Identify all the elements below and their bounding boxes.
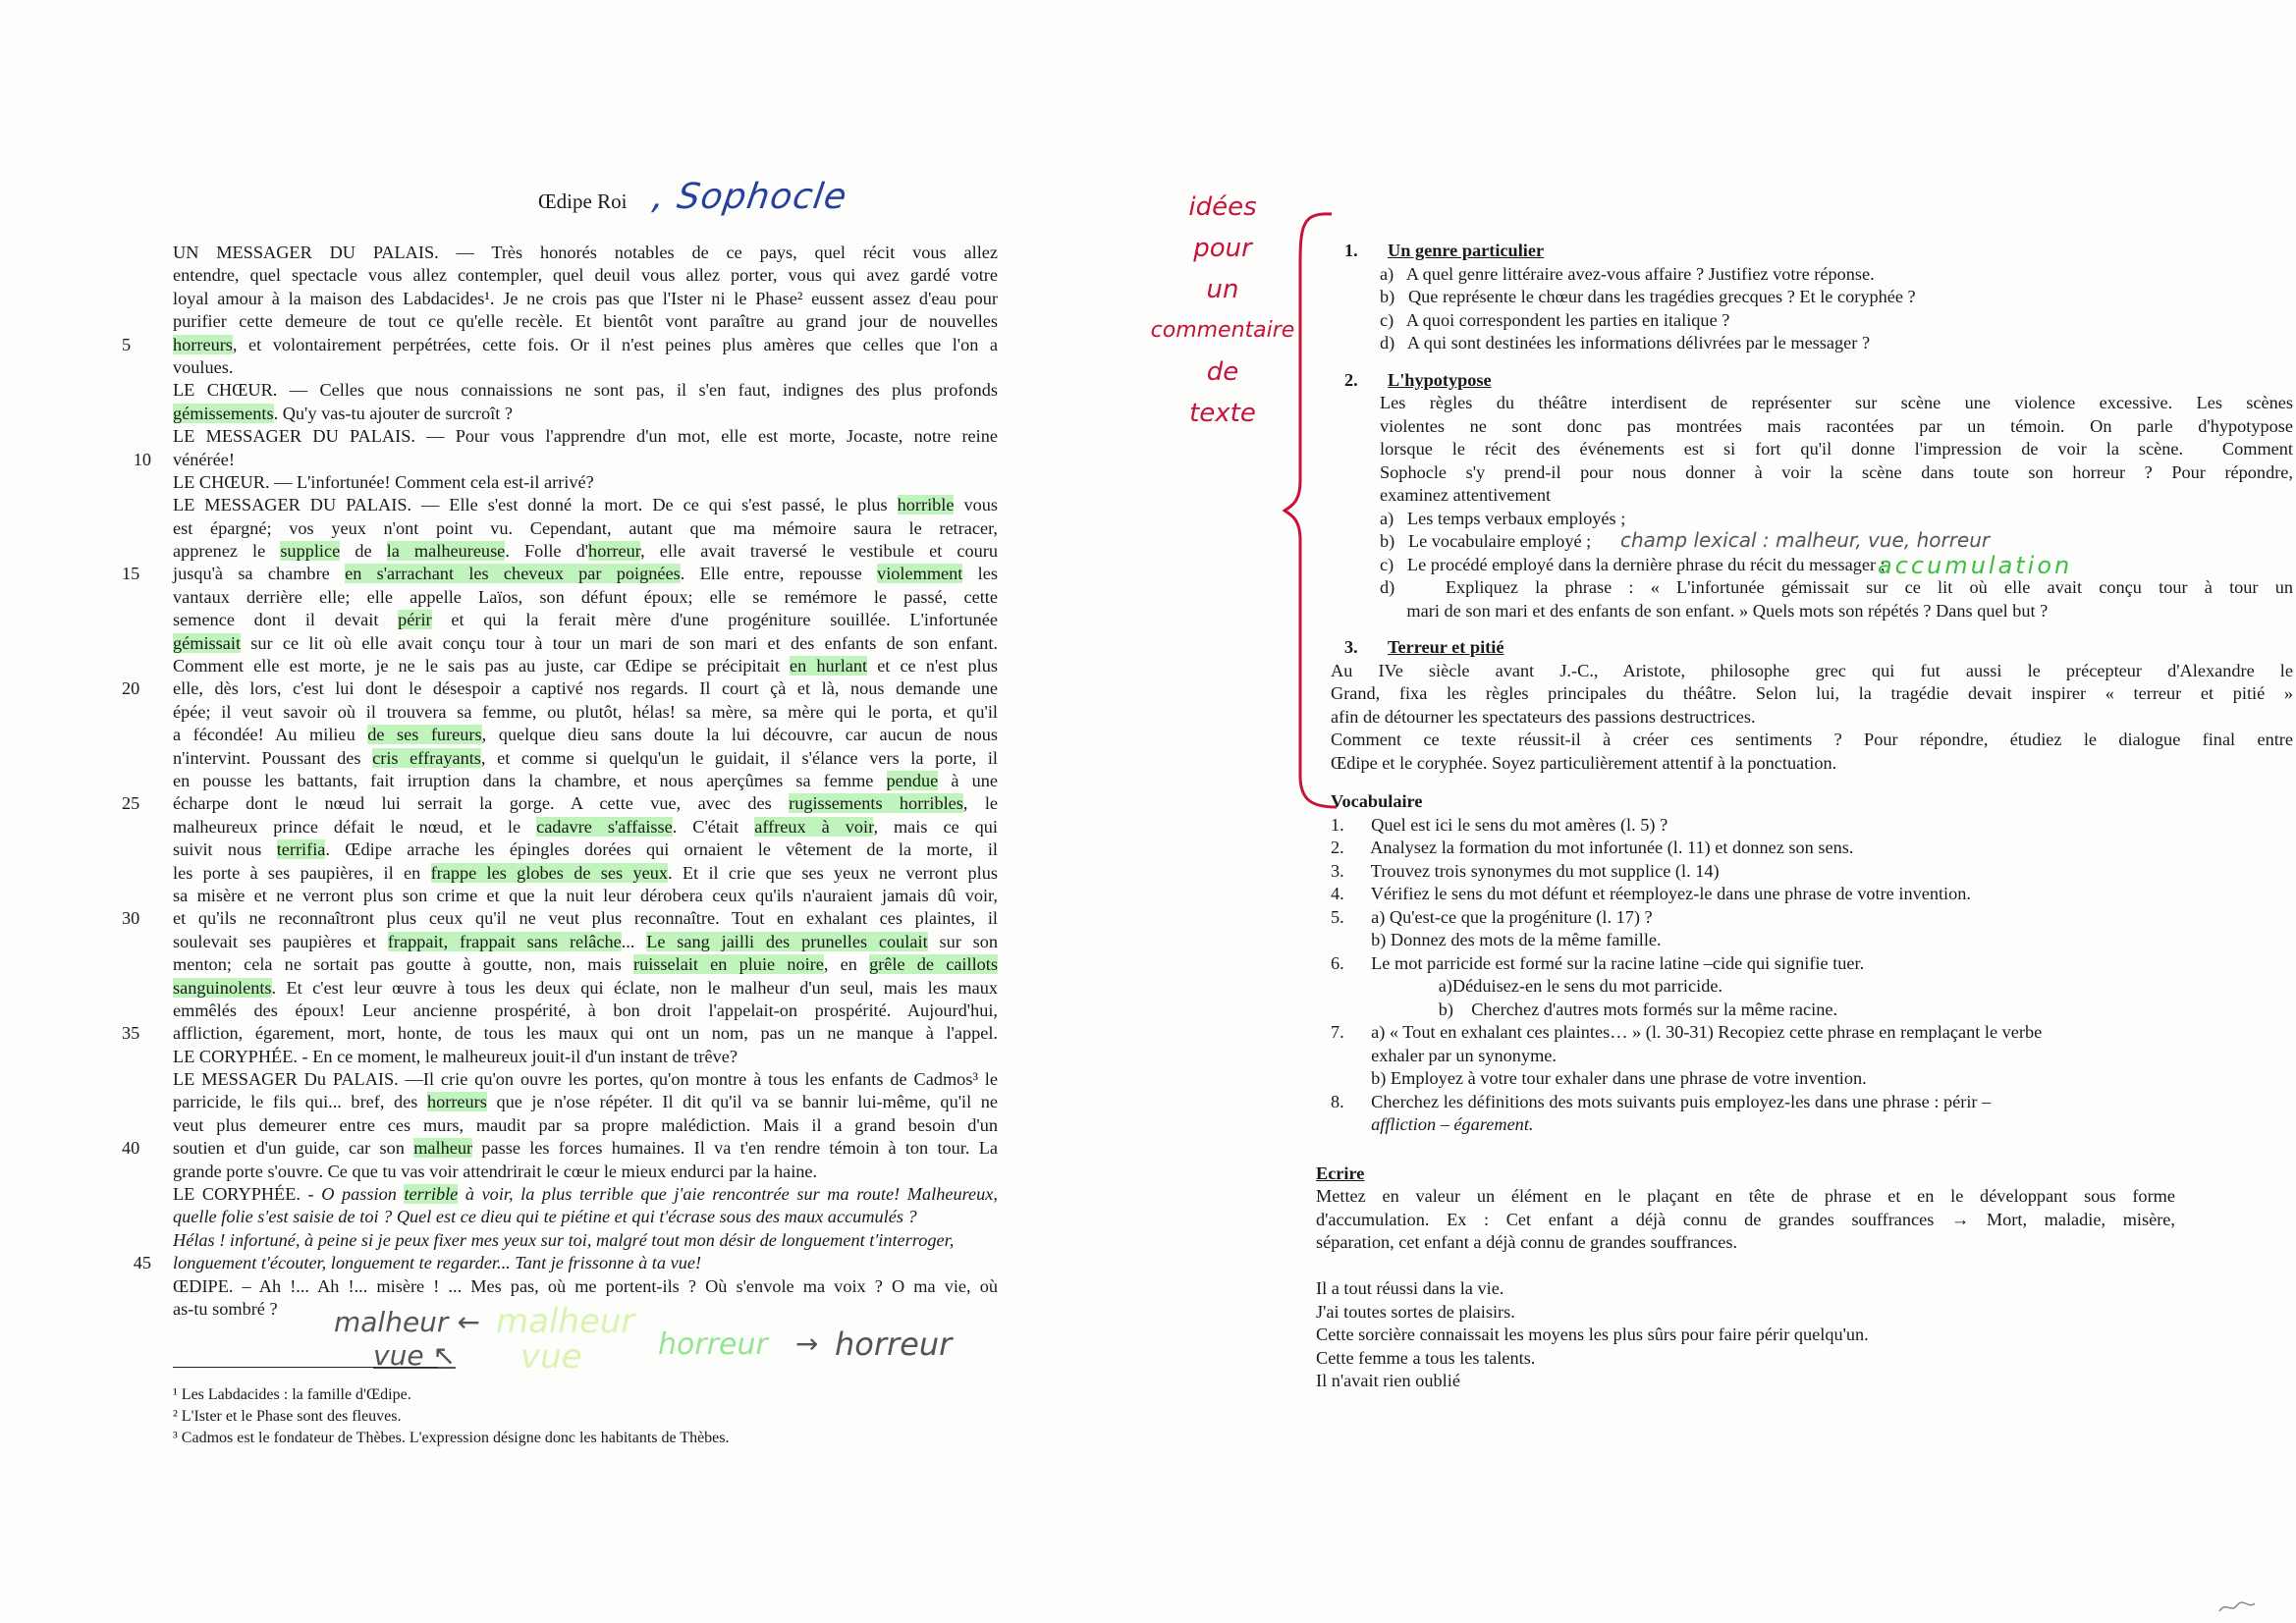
exercise-line: Il n'avait rien oublié [1316, 1371, 1460, 1390]
text-line [122, 334, 998, 356]
exercise-line: J'ai toutes sortes de plaisirs. [1316, 1301, 1515, 1322]
text-line [173, 953, 998, 976]
page-title: Œdipe Roi [538, 189, 628, 213]
text-line [122, 677, 998, 700]
highlighted-phrase: Le sang jailli des prunelles coulait [646, 931, 928, 951]
text-line [173, 724, 998, 746]
question-line: Sophocle s'y prend-il pour nous donner à voir la scène dans toute son horreur ? Pour répondre, [1380, 461, 2293, 482]
text-line [122, 1137, 998, 1160]
line-number: 10 [133, 449, 151, 469]
text-segment: UN MESSAGER DU PALAIS. — Très honorés notables de ce pays, quel récit vous allez [173, 243, 998, 262]
line-number: 30 [122, 908, 140, 929]
text-line [173, 242, 998, 264]
question-line: lorsque le récit des événements est si fort qu'il donne l'impression de voir la scène. Comment [1380, 439, 2293, 459]
line-number: 40 [122, 1138, 140, 1159]
text-segment: semence dont il devait [173, 610, 399, 630]
text-segment: à voir, la plus terrible que j'aie rencontrée sur ma route! Malheureux, [458, 1184, 998, 1205]
line-number: 45 [133, 1253, 151, 1273]
questions [1316, 240, 2293, 1393]
note-vue-green: vue [520, 1337, 582, 1377]
text-segment: , elle avait traversé le vestibule et couru [640, 541, 998, 562]
text-segment: . Œdipe arrache les épingles dorées qui ornaient le vêtement de la morte, il [325, 839, 999, 860]
handwritten-accumulation: accumulation [1878, 552, 2073, 579]
text-line [173, 632, 998, 655]
text-line [173, 1229, 998, 1252]
handwritten-author: , Sophocle [650, 177, 850, 217]
text-segment: LE CORYPHÉE. - [173, 1184, 322, 1205]
text-segment: en pousse les battants, fait irruption dans la chambre, et nous aperçûmes sa femme [173, 770, 887, 790]
text-segment: menton; cela ne sortait pas goutte à goutte, non, mais [173, 954, 633, 975]
vocab-line: b) Donnez des mots de la même famille. [1331, 930, 1662, 949]
highlighted-phrase: en s'arrachant les cheveux par poignées [345, 564, 681, 584]
left-page [0, 0, 1139, 1623]
text-segment: à une [938, 770, 998, 790]
note-malheur-green: malheur [496, 1302, 635, 1341]
highlighted-phrase: frappe les globes de ses yeux [430, 862, 668, 883]
note-vue: vue ↖ [373, 1339, 456, 1372]
note-horreur-green: horreur [658, 1327, 768, 1362]
question-line: a) A quel genre littéraire avez-vous affaire ? Justifiez votre réponse. [1380, 263, 1875, 284]
text-segment: LE CHŒUR. — Celles que nous connaissions ne sont pas, il s'en faut, indignes des plus profonds [173, 380, 998, 401]
highlighted-phrase: sanguinolents [173, 977, 272, 998]
text-segment: et qui la ferait mère d'une progéniture souillée. L'infortunée [431, 610, 998, 630]
text-line [173, 885, 998, 907]
text-line [173, 1046, 998, 1068]
text-segment: apprenez le [173, 541, 281, 562]
highlighted-phrase: violemment [877, 564, 963, 584]
highlighted-phrase: grêle de caillots [869, 954, 998, 975]
text-segment: Hélas ! infortuné, à peine si je peux fixer mes yeux sur toi, malgré tout mon désir de longuement t'interroger, [173, 1229, 955, 1250]
section-number: 1. [1344, 241, 1358, 260]
vocab-title: Vocabulaire [1331, 791, 1423, 811]
question-line: d) A qui sont destinées les informations délivrées par le messager ? [1380, 333, 1871, 352]
text-segment: LE MESSAGER DU PALAIS. — Pour vous l'apprendre d'un mot, elle est morte, Jocaste, notre reine [173, 426, 998, 447]
question-line: b) Que représente le chœur dans les tragédies grecques ? Et le coryphée ? [1380, 287, 1916, 306]
text-line [173, 816, 998, 839]
text-segment: LE MESSAGER Du PALAIS. —Il crie qu'on ouvre les portes, qu'on montre à tous les enfants de Cadmos³ le [173, 1069, 998, 1090]
text-segment: vantaux derrière elle; elle appelle Laïos, son défunt époux; elle se remémore le passé, cette [173, 586, 998, 607]
text-segment: vous [954, 495, 998, 515]
highlighted-phrase: périr [398, 610, 432, 630]
text-segment: jusqu'à sa chambre [173, 564, 346, 584]
margin-note-line: idées [1188, 192, 1257, 222]
footnote-1: ¹ Les Labdacides : la famille d'Œdipe. [173, 1386, 411, 1403]
highlighted-phrase: horrible [897, 495, 955, 515]
text-segment: , en [823, 954, 870, 975]
text-line [173, 288, 998, 310]
question-line: a) Les temps verbaux employés ; [1380, 508, 1626, 528]
line-number: 35 [122, 1023, 140, 1044]
text-segment: . C'était [672, 816, 755, 837]
text-line [173, 770, 998, 792]
text-segment: , le [962, 793, 999, 814]
text-segment: as-tu sombré ? [173, 1298, 278, 1319]
highlighted-phrase: horreur [588, 541, 641, 562]
vocab-line: b) Employez à votre tour exhaler dans une phrase de votre invention. [1331, 1068, 1867, 1088]
text-segment: parricide, le fils qui... bref, des [173, 1092, 427, 1112]
text-segment: , et volontairement perpétrées, cette fois. Or il n'est peines plus amères que celles que l'on a [232, 334, 998, 354]
highlighted-phrase: horreurs [426, 1092, 487, 1112]
question-line: d) Expliquez la phrase : « L'infortunée gémissait sur ce lit où elle avait conçu tour à tour un [1380, 577, 2293, 597]
text-line [173, 540, 998, 563]
highlighted-phrase: terrifia [276, 839, 326, 860]
text-segment: a fécondée! Au milieu [173, 725, 368, 745]
text-segment: passe les forces humaines. Il va t'en rendre témoin à ton tour. La [472, 1138, 998, 1159]
text-segment: épée; il veut savoir où il trouvera sa femme, ou plutôt, hélas! sa mère, sa mère qui le porta, et qu'il [173, 701, 998, 722]
play-excerpt [122, 242, 999, 1321]
text-line [122, 792, 999, 815]
vocab-line: affliction – égarement. [1331, 1114, 1534, 1134]
highlighted-phrase: terrible [404, 1184, 459, 1205]
handwritten-notes [334, 1302, 1080, 1384]
text-segment: que je n'ose répéter. Il dit qu'il va se bannir lui-même, qu'il ne [486, 1092, 998, 1112]
text-segment: veut plus demeurer entre ces murs, maudit par sa propre malédiction. Mais il a grand besoin d'un [173, 1114, 998, 1135]
text-segment: soutien et d'un guide, car son [173, 1138, 414, 1159]
text-segment: de [340, 541, 387, 562]
text-segment: malheureux prince défait le nœud, et le [173, 816, 537, 837]
ecrire-title: Ecrire [1316, 1163, 1365, 1183]
text-line [173, 471, 998, 494]
text-line [173, 977, 998, 1000]
exercise-line: Il a tout réussi dans la vie. [1316, 1278, 1504, 1298]
text-line [173, 839, 998, 861]
spacer [1331, 1255, 2293, 1278]
text-segment: LE CORYPHÉE. - En ce moment, le malheureux jouit-il d'un instant de trêve? [173, 1046, 738, 1066]
text-segment: elle, dès lors, c'est lui dont le désespoir a captivé nos regards. Il court çà et là, nous demande une [173, 678, 998, 699]
text-segment: sa misère et ne verront plus son crime et que la nuit leur dérobera ceux qu'ils n'auraient jamais dû voir, [173, 885, 998, 905]
text-segment: . Elle entre, repousse [680, 564, 878, 584]
question-line: c) Le procédé employé dans la dernière phrase du récit du messager ; [1380, 554, 1886, 574]
footnotes [173, 1384, 860, 1449]
text-line [173, 609, 998, 631]
section-number: 2. [1344, 369, 1358, 390]
text-segment: O passion [321, 1184, 405, 1205]
text-segment: voulues. [173, 356, 234, 377]
text-segment: . Et il crie que ses yeux ne verront plus [668, 862, 998, 883]
question-line: Les règles du théâtre interdisent de représenter sur scène une violence excessive. Les scènes [1380, 393, 2293, 412]
highlighted-phrase: horreurs [173, 334, 233, 354]
vocab-line: 1. Quel est ici le sens du mot amères (l. 5) ? [1331, 814, 1668, 835]
text-segment: . Folle d' [505, 541, 589, 562]
text-segment: , quelque dieu sans doute la lui découvre, car aucun de nous [481, 725, 998, 745]
text-line [173, 1206, 998, 1228]
highlighted-phrase: gémissait [173, 632, 242, 653]
text-line [173, 1091, 998, 1113]
section-title: Terreur et pitié [1388, 637, 1504, 657]
highlighted-phrase: cris effrayants [372, 747, 481, 768]
highlighted-phrase: cadavre s'affaisse [536, 816, 673, 837]
text-segment: est épargné; vos yeux n'ont point vu. Cependant, autant que ma mémoire saura le retracer, [173, 517, 998, 538]
text-line [122, 907, 998, 930]
text-line [173, 356, 998, 379]
text-segment: LE MESSAGER DU PALAIS. — Elle s'est donné la mort. De ce qui s'est passé, le plus [173, 495, 898, 515]
text-segment: . Qu'y vas-tu ajouter de surcroît ? [273, 403, 513, 423]
text-line [133, 1252, 998, 1274]
highlighted-phrase: malheur [413, 1138, 473, 1159]
section-number: 3. [1344, 637, 1358, 657]
highlighted-phrase: affreux à voir [754, 816, 874, 837]
text-line [173, 1275, 998, 1298]
vocab-line: 7. a) « Tout en exhalant ces plaintes… » (l. 30-31) Recopiez cette phrase en remplaçant le verbe [1331, 1022, 2043, 1042]
note-arrow: → [795, 1327, 819, 1360]
text-segment: quelle folie s'est saisie de toi ? Quel est ce dieu qui te piétine et qui t'écrase sous des maux accumulés ? [173, 1207, 917, 1227]
question-line: mari de son mari et des enfants de son enfant. » Quels mots son répétés ? Dans quel but ? [1380, 600, 2049, 621]
text-line [173, 379, 998, 402]
highlighted-phrase: rugissements horribles [789, 793, 963, 814]
footnote-rule [173, 1367, 438, 1368]
question-line: c) A quoi correspondent les parties en italique ? [1380, 309, 1730, 330]
note-malheur: malheur ← [334, 1306, 480, 1338]
line-number: 20 [122, 678, 140, 699]
scribble-mark [2217, 1599, 2257, 1615]
text-segment: , mais ce qui [873, 816, 999, 837]
vocab-line: b) Cherchez d'autres mots formés sur la même racine. [1331, 999, 1838, 1019]
text-segment: longuement t'écouter, longuement te regarder... Tant je frissonne à ta vue! [173, 1253, 702, 1273]
text-segment: sur son [927, 931, 998, 951]
text-segment: , et comme si quelqu'un le guidait, il s'élance vers la porte, il [480, 747, 999, 768]
section-title: L'hypotypose [1388, 369, 1492, 390]
text-line [173, 425, 998, 448]
margin-note-line: commentaire [1150, 318, 1295, 343]
highlighted-phrase: de ses fureurs [367, 725, 482, 745]
text-line [133, 449, 998, 471]
margin-note-line: texte [1189, 399, 1256, 428]
vocab-line: 3. Trouvez trois synonymes du mot supplice (l. 14) [1331, 860, 1720, 881]
text-segment: ... [621, 931, 647, 951]
text-segment: soulevait ses paupières et [173, 931, 388, 951]
text-line [173, 1161, 998, 1183]
section-heading [1331, 240, 2293, 263]
question-line: Grand, fixa les règles principales du théâtre. Selon lui, la tragédie devait inspirer « terreur et pitié » [1331, 683, 2293, 703]
text-line [173, 264, 998, 287]
text-segment: entendre, quel spectacle vous allez contempler, quel deuil vous allez porter, vous qui avez gardé votre [173, 265, 998, 286]
text-segment: purifier cette demeure de tout ce qu'elle recèle. Et bientôt vont paraître au grand jour de nouvelles [173, 311, 998, 332]
section-title: Un genre particulier [1388, 241, 1545, 260]
question-line: examinez attentivement [1380, 485, 1552, 505]
text-line [173, 403, 998, 425]
text-line [173, 494, 998, 516]
vocab-line: 8. Cherchez les définitions des mots suivants puis employez-les dans une phrase : périr – [1331, 1091, 1992, 1111]
exercise-line: Cette femme a tous les talents. [1316, 1347, 1536, 1368]
section-heading [1331, 636, 2293, 660]
text-segment: n'intervint. Poussant des [173, 747, 373, 768]
text-line [173, 655, 998, 677]
text-segment: ŒDIPE. – Ah !... Ah !... misère ! ... Mes pas, où me portent-ils ? Où s'envole ma voix ? O ma vie, où [173, 1275, 998, 1296]
text-line [173, 931, 998, 953]
highlighted-phrase: frappait, frappait sans relâche [387, 931, 622, 951]
line-number: 25 [122, 793, 140, 814]
margin-note [1139, 187, 1306, 434]
vocab-line: 5. a) Qu'est-ce que la progéniture (l. 17) ? [1331, 906, 1653, 927]
highlighted-phrase: en hurlant [790, 656, 868, 676]
text-segment: . Et c'est leur œuvre à tous les deux qui éclate, non le malheur d'un seul, mais les maux [271, 977, 998, 998]
vocab-line: exhaler par un synonyme. [1331, 1045, 1557, 1065]
handwritten-champ-lexical: champ lexical : malheur, vue, horreur [1620, 528, 1991, 552]
ecrire-line: séparation, cet enfant a déjà connu de grandes souffrances. [1316, 1232, 1738, 1252]
margin-note-line: un [1206, 275, 1239, 304]
ecrire-line: d'accumulation. Ex : Cet enfant a déjà connu de grandes souffrances → Mort, maladie, misère, [1316, 1209, 2175, 1229]
footnote-3: ³ Cadmos est le fondateur de Thèbes. L'expression désigne donc les habitants de Thèbes. [173, 1430, 730, 1446]
question-line: Comment ce texte réussit-il à créer ces sentiments ? Pour répondre, étudiez le dialogue final entre [1331, 730, 2293, 749]
margin-note-line: de [1206, 357, 1239, 387]
question-line: Œdipe et le coryphée. Soyez particulièrement attentif à la ponctuation. [1331, 752, 1837, 773]
text-segment: loyal amour à la maison des Labdacides¹. Je ne crois pas que l'Ister ni le Phase² eussent assez d'eau pour [173, 288, 998, 308]
ecrire-line: Mettez en valeur un élément en le plaçant en tête de phrase et en le développant sous forme [1316, 1186, 2175, 1206]
text-line [173, 1114, 998, 1137]
text-segment: LE CHŒUR. — L'infortunée! Comment cela est-il arrivé? [173, 471, 594, 492]
text-segment: suivit nous [173, 839, 277, 860]
highlighted-phrase: supplice [280, 541, 341, 562]
vocab-line: 6. Le mot parricide est formé sur la racine latine –cide qui signifie tuer. [1331, 952, 1865, 973]
vocab-line: a)Déduisez-en le sens du mot parricide. [1331, 976, 1723, 996]
right-page [1139, 0, 2296, 1623]
text-segment: les porte à ses paupières, il en [173, 862, 431, 883]
text-segment: et qu'ils ne reconnaîtront plus ceux qu'il ne veut plus reconnaître. Tout en exhalant ces plaintes, il [173, 908, 998, 929]
text-line [173, 862, 998, 885]
vocab-line: 2. Analysez la formation du mot infortunée (l. 11) et donnez son sens. [1331, 838, 1854, 857]
highlighted-phrase: la malheureuse [386, 541, 506, 562]
section-heading [1331, 369, 2293, 393]
text-segment: et ce n'est plus [867, 656, 999, 676]
text-line [173, 517, 998, 540]
line-number: 15 [122, 564, 140, 584]
text-segment: affliction, égarement, mort, honte, de tous les maux qui ont un nom, pas un ne manque à l'appel. [173, 1023, 998, 1044]
vocab-line: 4. Vérifiez le sens du mot défunt et réemployez-le dans une phrase de votre invention. [1331, 884, 1971, 903]
question-line: violentes ne sont donc pas montrées mais racontées par un témoin. On parle d'hypotypose [1380, 415, 2293, 436]
text-segment: écharpe dont le nœud lui serrait la gorge. A cette vue, avec des [173, 793, 790, 814]
margin-note-line: pour [1193, 234, 1252, 263]
text-segment: grande porte s'ouvre. Ce que tu vas voir attendrirait le cœur le mieux endurci par la haine. [173, 1161, 818, 1181]
text-line [173, 586, 998, 609]
text-line [122, 1022, 998, 1045]
footnote-2: ² L'Ister et le Phase sont des fleuves. [173, 1408, 402, 1425]
highlighted-phrase: gémissements [173, 403, 274, 423]
text-segment: les [962, 564, 998, 584]
text-line [173, 1068, 998, 1091]
text-segment: sur ce lit où elle avait conçu tour à tour un mari de son mari et des enfants de son enfant. [241, 632, 998, 653]
highlighted-phrase: ruisselait en pluie noire [632, 954, 824, 975]
note-horreur: horreur [835, 1325, 953, 1363]
question-line: Au IVe siècle avant J.-C., Aristote, philosophe grec qui fut aussi le précepteur d'Alexandre le [1331, 660, 2293, 680]
text-line [173, 310, 998, 333]
question-line: b) Le vocabulaire employé ; [1380, 531, 1592, 551]
question-line: afin de détourner les spectateurs des passions destructrices. [1331, 706, 1756, 727]
text-segment: vénérée! [173, 449, 235, 469]
text-line [173, 1183, 998, 1206]
line-number: 5 [122, 334, 132, 354]
text-line [122, 563, 998, 585]
text-segment: emmêlés des époux! Leur ancienne prospérité, à bon droit l'appelait-on prospérité. Aujourd'hui, [173, 1000, 998, 1020]
text-line [173, 1000, 998, 1022]
highlighted-phrase: pendue [886, 770, 939, 790]
text-line [173, 747, 998, 770]
exercise-line: Cette sorcière connaissait les moyens les plus sûrs pour faire périr quelqu'un. [1316, 1325, 1869, 1344]
text-line [173, 701, 998, 724]
text-segment: Comment elle est morte, je ne le sais pas au juste, car Œdipe se précipitait [173, 656, 791, 676]
